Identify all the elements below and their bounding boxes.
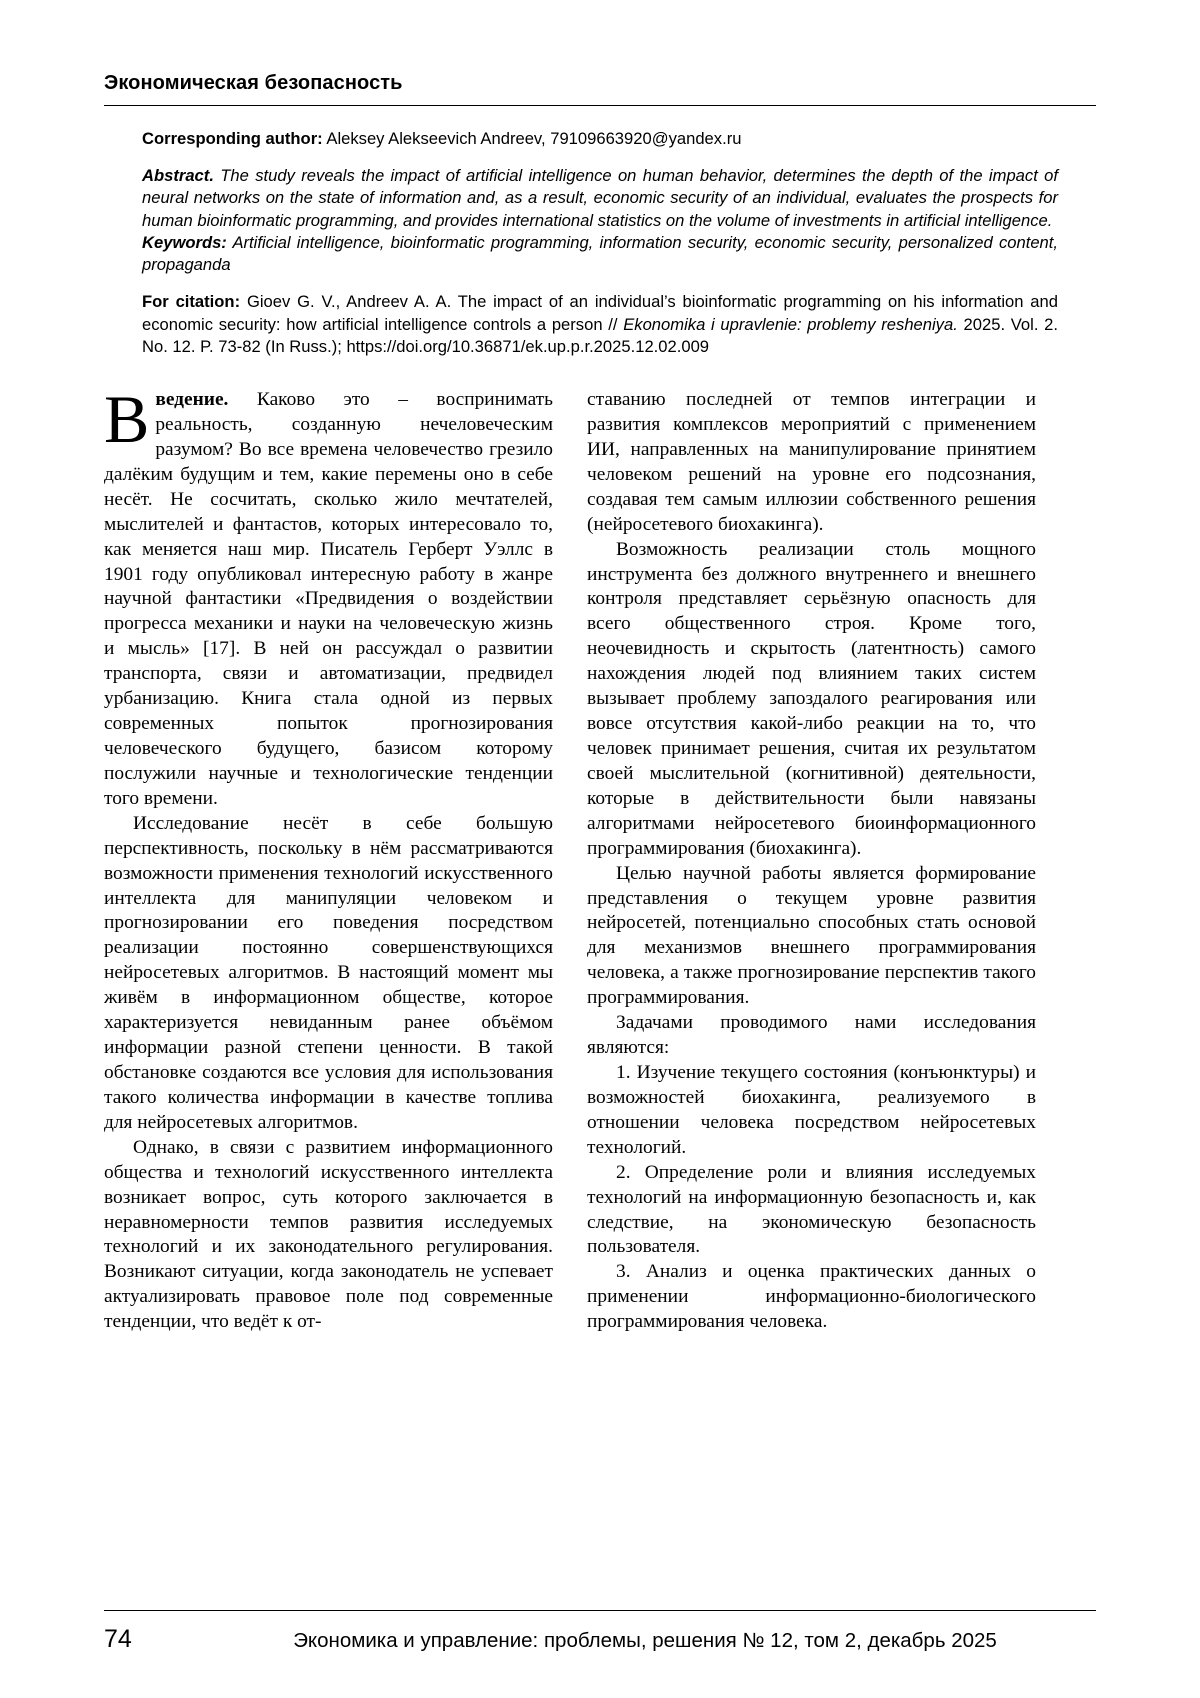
for-citation-label: For citation: (142, 292, 241, 312)
right-paragraph-5: 1. Изучение текущего состояния (конъюнктуры) и возможностей биохакинга, реализуемого в отношении человека посредством нейросетевых технологий. (587, 1062, 1036, 1158)
journal-line: Экономика и управление: проблемы, решения № 12, том 2, декабрь 2025 (293, 1629, 997, 1652)
right-paragraph-7: 3. Анализ и оценка практических данных о применении информационно-биологического программирования человека. (587, 1261, 1036, 1333)
frontmatter (104, 106, 1096, 358)
corresponding-author-value: Aleksey Alekseevich Andreev, 79109663920@yandex.ru (322, 129, 742, 148)
left-paragraph-3: Однако, в связи с развитием информационного общества и технологий искусственного интеллекта возникает вопрос, суть которого заключается в неравномерности темпов развития исследуемых технологий и их законодательного регулирования. Возникают ситуации, когда законодатель не успевает актуализировать правовое поле под современные тенденции, что ведёт к от- (104, 1136, 553, 1333)
abstract-text: The study reveals the impact of artificial intelligence on human behavior, determines the depth of the impact of neural networks on the state of information and, as a result, economic security of an individual, evaluates the prospects for human bioinformatic programming, and provides international statistics on the volume of investments in artificial intelligence. (142, 166, 1058, 230)
intro-heading: ведение. (155, 389, 229, 411)
for-citation (142, 291, 1058, 358)
left-paragraph-1: Каково это – воспринимать реальность, созданную нечеловеческим разумом? Во все времена человечество грезило далёким будущим и тем, какие перемены оно в себе несёт. Не сосчитать, сколько жило мечтателей, мыслителей и фантастов, которых интересовало то, как меняется наш мир. Писатель Герберт Уэллс в 1901 году опубликовал интересную работу в жанре научной фантастики «Предвидения о воздействии прогресса механики и науки на человеческую жизнь и мысль» [17]. В ней он рассуждал о развитии транспорта, связи и автоматизации, предвидел урбанизацию. Книга стала одной из первых современных попыток прогнозирования человеческого будущего, базисом которому послужили научные и технологические тенденции того времени. (104, 389, 553, 809)
page-footer (104, 1602, 1096, 1654)
for-citation-text-1: Gioev G. V., Andreev A. A. The impact of an individual’s bioinformatic programming on his information and economic security: how artificial intelligence controls a person // (142, 292, 1058, 334)
right-column (587, 388, 1036, 1335)
for-citation-journal: Ekonomika i upravlenie: problemy resheniya. (623, 314, 958, 334)
abstract (142, 165, 1058, 276)
for-citation-text-2: 2025. Vol. 2. No. 12. P. 73-82 (In Russ.); https://doi.org/10.36871/ek.up.p.r.2025.12.02.009 (142, 314, 1059, 356)
drop-cap: В (104, 381, 150, 458)
right-paragraph-1: ставанию последней от темпов интеграции и развития комплексов мероприятий с применением ИИ, направленных на манипулирование принятием человеком решений на уровне его подсознания, создавая тем самым иллюзии собственного решения (нейросетевого биохакинга). (587, 389, 1036, 535)
page-number: 74 (104, 1625, 132, 1653)
keywords-text: Artificial intelligence, bioinformatic programming, information security, economic security, personalized content, propaganda (142, 232, 1058, 275)
body-columns (104, 381, 1096, 1335)
right-paragraph-6: 2. Определение роли и влияния исследуемых технологий на информационную безопасность и, как следствие, на экономическую безопасность пользователя. (587, 1161, 1036, 1258)
left-paragraph-2: Исследование несёт в себе большую перспективность, поскольку в нём рассматриваются возможности применения технологий искусственного интеллекта для манипуляции человеком и прогнозировании его поведения посредством реализации постоянно совершенствующихся нейросетевых алгоритмов. В настоящий момент мы живём в информационном обществе, которое характеризуется невиданным ранее объёмом информации разной степени ценности. В такой обстановке создаются все условия для использования такого количества информации в качестве топлива для нейросетевых алгоритмов. (104, 812, 553, 1133)
intro-paragraph (104, 381, 553, 812)
right-paragraph-2: Возможность реализации столь мощного инструмента без должного внутреннего и внешнего контроля представляет серьёзную опасность для всего общественного строя. Кроме того, неочевидность и скрытость (латентность) самого нахождения людей под влиянием таких систем вызывает проблему запоздалого реагирования или вовсе отсутствия какой-либо реакции на то, что человек принимает решения, считая их результатом своей мыслительной (когнитивной) деятельности, которые в действительности были навязаны алгоритмами нейросетевого биоинформационного программирования (биохакинга). (587, 538, 1036, 859)
keywords-label: Keywords: (142, 232, 227, 252)
running-head: Экономическая безопасность (104, 72, 403, 94)
corresponding-author (142, 128, 1058, 150)
right-paragraph-4: Задачами проводимого нами исследования являются: (587, 1012, 1036, 1059)
left-column (104, 381, 553, 1335)
footer-divider (104, 1610, 1096, 1611)
corresponding-author-label: Corresponding author: (142, 129, 323, 148)
abstract-label: Abstract. (142, 166, 214, 186)
right-paragraph-3: Целью научной работы является формирование представления о текущем уровне развития нейросетей, потенциально способных стать основой для механизмов внешнего программирования человека, а также прогнозирование перспектив такого программирования. (587, 862, 1036, 1009)
